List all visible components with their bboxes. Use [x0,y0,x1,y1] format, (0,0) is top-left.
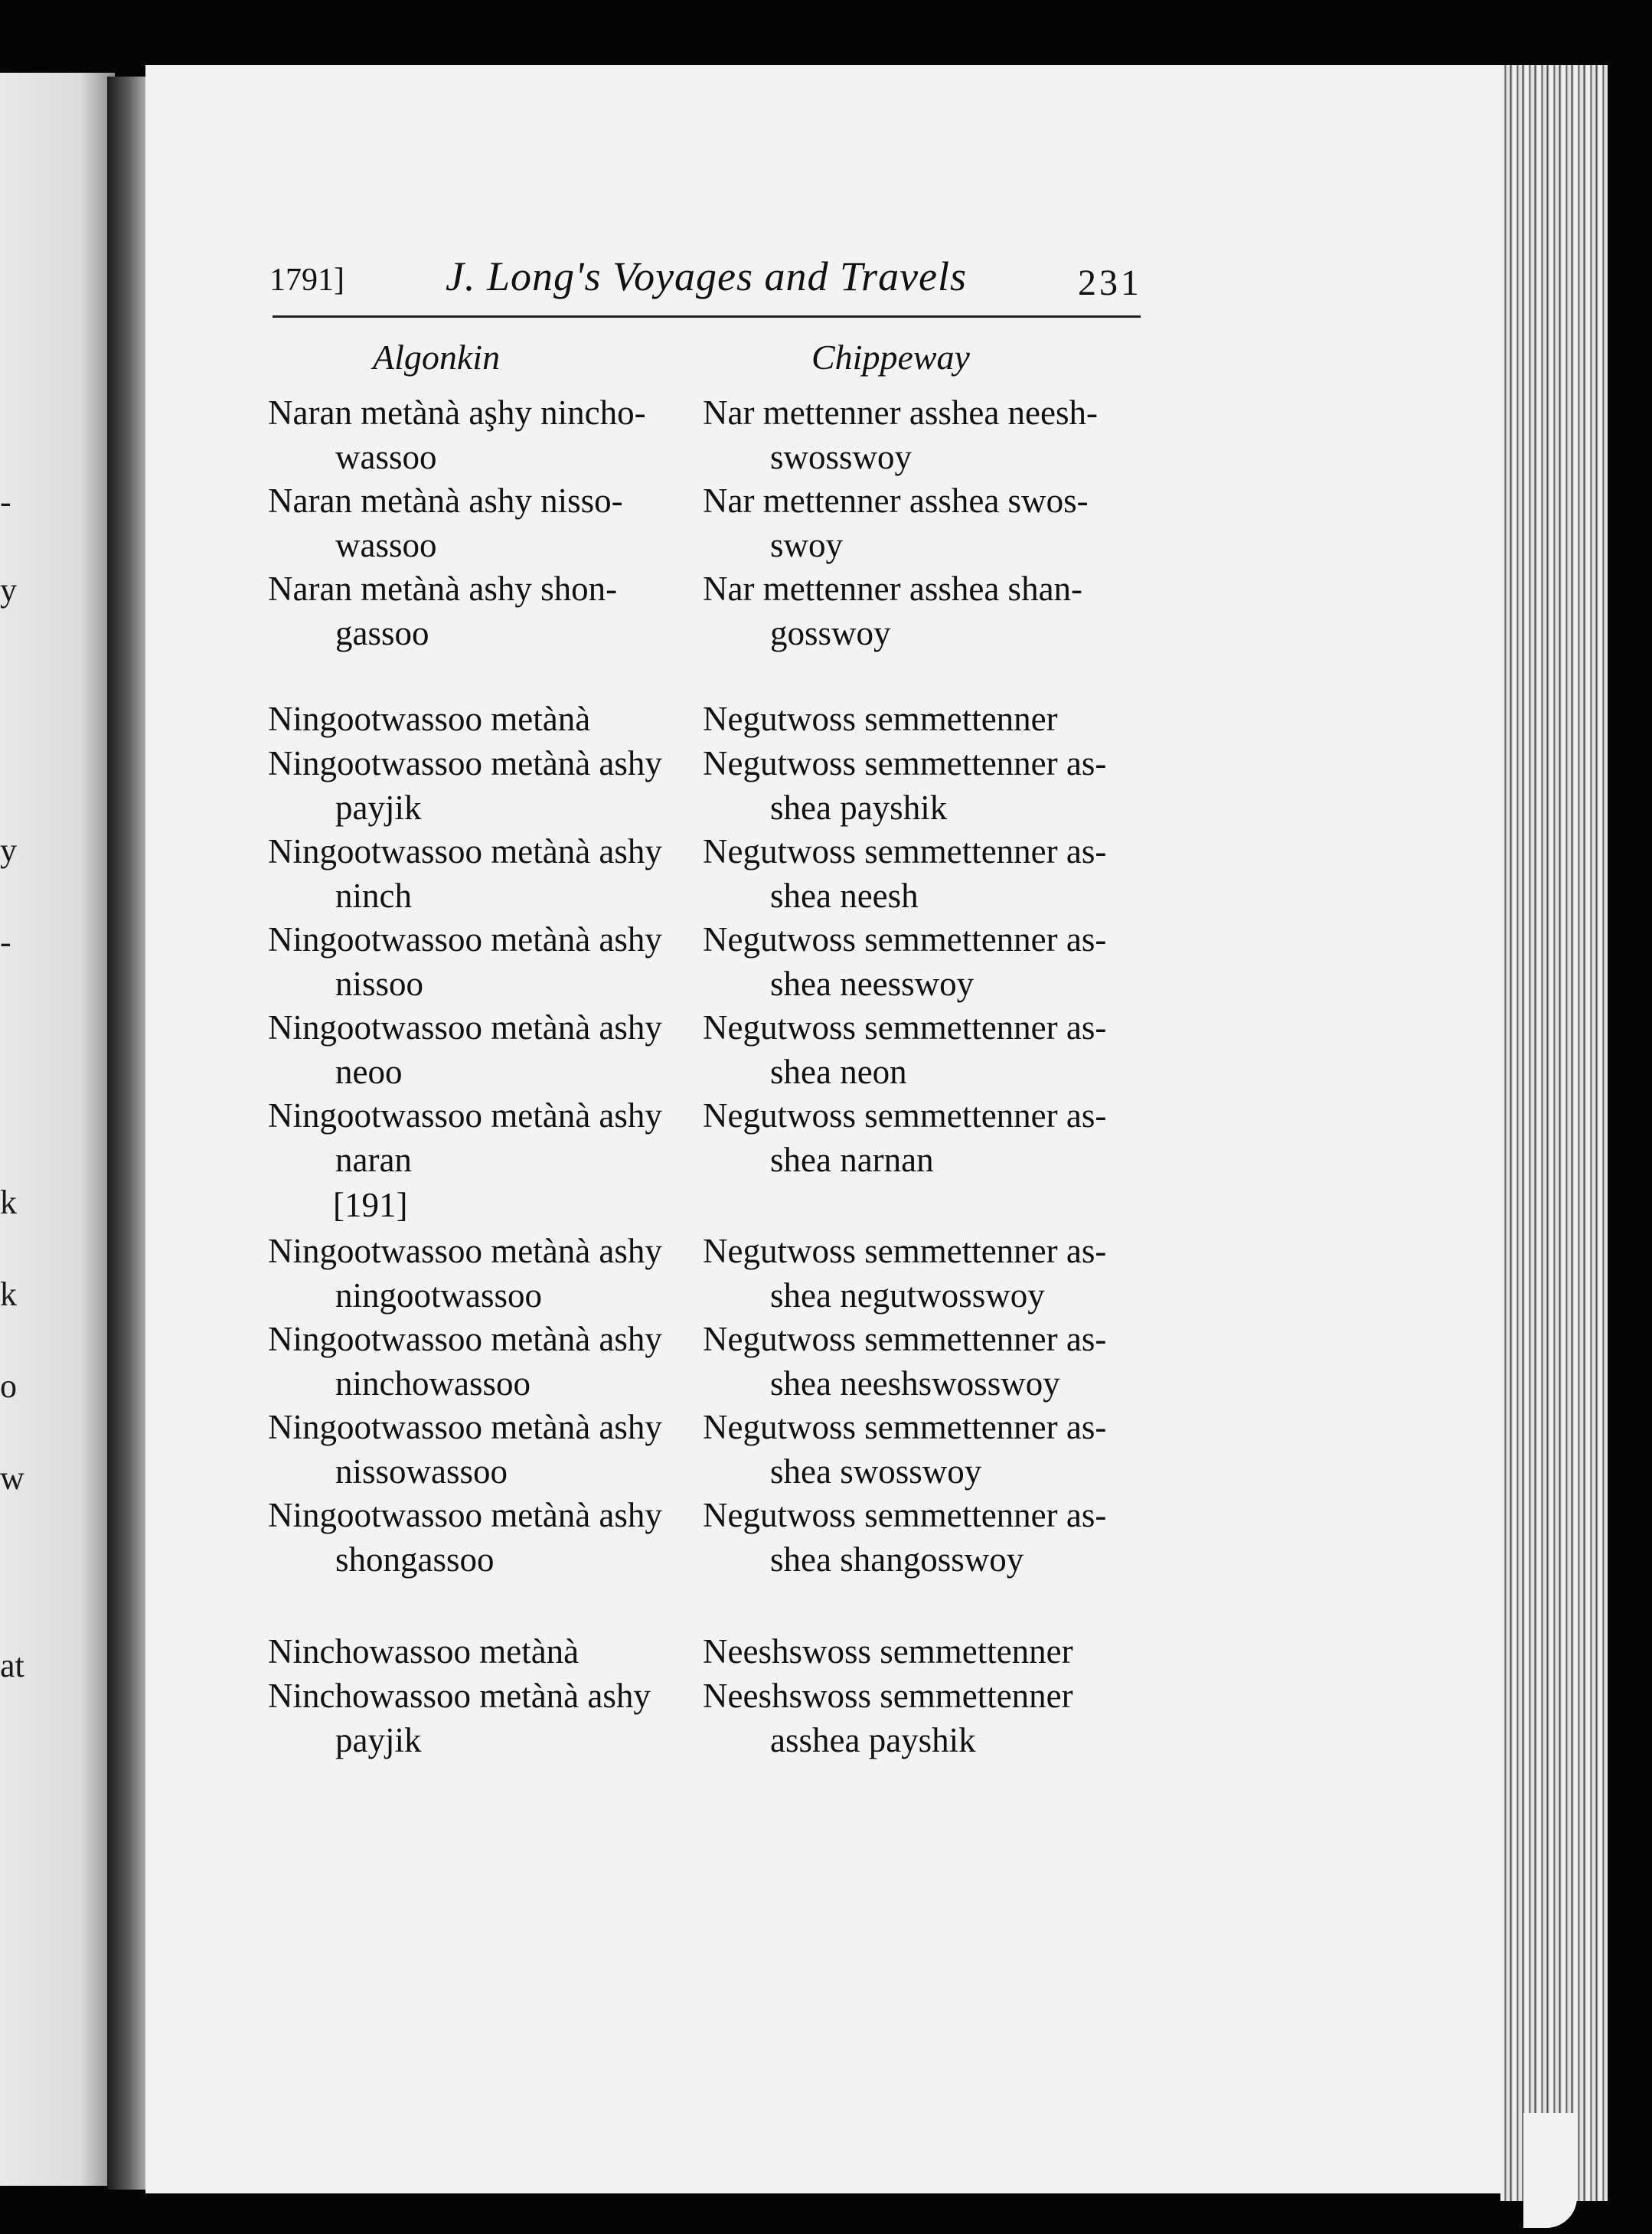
algonkin-entry-line: Ningootwassoo metànà ashy [268,1232,662,1270]
running-head-title: J. Long's Voyages and Travels [446,253,968,299]
algonkin-entry-continuation: gassoo [335,614,429,652]
chippeway-entry [703,1005,1106,1094]
chippeway-entry-line: Neeshswoss semmettenner [703,1677,1073,1715]
chippeway-entry [703,741,1106,830]
algonkin-entry [268,1317,662,1406]
algonkin-entry [268,1093,662,1182]
chippeway-entry [703,567,1082,655]
chippeway-entry-continuation: swoy [770,526,844,564]
chippeway-entry [703,390,1098,479]
algonkin-entry-continuation: naran [335,1141,412,1179]
algonkin-entry-line: Ningootwassoo metànà ashy [268,1320,662,1358]
algonkin-entry-continuation: ninchowassoo [335,1364,531,1403]
algonkin-entry-continuation: payjik [335,789,422,827]
algonkin-entry [268,478,623,567]
chippeway-entry-line: Nar mettenner asshea neesh- [703,394,1099,432]
algonkin-entry [268,1493,662,1582]
algonkin-entry [268,1005,662,1094]
algonkin-column-heading: Algonkin [373,338,501,377]
algonkin-entry [268,1674,651,1762]
algonkin-entry-line: Ningootwassoo metànà ashy [268,744,662,782]
chippeway-entry [703,1093,1106,1182]
chippeway-entry-line: Nar mettenner asshea shan- [703,570,1083,608]
algonkin-entry-line: Ningootwassoo metànà ashy [268,1496,662,1534]
algonkin-entry-line: Ningootwassoo metànà [268,700,591,738]
algonkin-entry-continuation: neoo [335,1053,403,1091]
chippeway-entry-continuation: shea neeshswosswoy [770,1364,1060,1403]
facing-page-edge [0,73,115,2186]
algonkin-entry-line: Naran metànà ashy shon- [268,570,618,608]
chippeway-entry-line: Negutwoss semmettenner as- [703,1408,1107,1446]
facing-page-letter: at [0,1647,24,1684]
chippeway-entry-continuation: shea neon [770,1053,907,1091]
algonkin-entry-continuation: shongassoo [335,1540,495,1579]
chippeway-entry-line: Negutwoss semmettenner [703,700,1058,738]
algonkin-entry-line: Ninchowassoo metànà [268,1632,580,1671]
chippeway-entry-line: Negutwoss semmettenner as- [703,1320,1107,1358]
chippeway-entry [703,1317,1106,1406]
chippeway-entry-line: Negutwoss semmettenner as- [703,1008,1107,1047]
algonkin-entry-continuation: nissowassoo [335,1452,508,1491]
algonkin-entry [268,567,617,655]
chippeway-entry [703,917,1106,1006]
chippeway-entry-continuation: asshea payshik [770,1721,976,1759]
header-rule [273,315,1141,318]
algonkin-entry-line: Naran metànà ashy nisso- [268,482,623,520]
chippeway-entry-continuation: gosswoy [770,614,891,652]
algonkin-entry-line: Ningootwassoo metànà ashy [268,1096,662,1135]
algonkin-entry-continuation: wassoo [335,526,437,564]
chippeway-entry-continuation: shea shangosswoy [770,1540,1024,1579]
chippeway-entry-continuation: shea neesh [770,877,919,915]
chippeway-entry-continuation: shea swosswoy [770,1452,982,1491]
algonkin-entry-line: Ninchowassoo metànà ashy [268,1677,651,1715]
chippeway-entry-continuation: shea neesswoy [770,965,975,1003]
chippeway-entry-line: Negutwoss semmettenner as- [703,1496,1107,1534]
algonkin-entry-continuation: nissoo [335,965,424,1003]
algonkin-entry-line: Ningootwassoo metànà ashy [268,1008,662,1047]
algonkin-entry-continuation: ninch [335,877,412,915]
chippeway-entry [703,1405,1106,1494]
algonkin-entry-line: Ningootwassoo metànà ashy [268,1408,662,1446]
chippeway-entry-line: Negutwoss semmettenner as- [703,1232,1107,1270]
facing-page-letter: k [0,1184,17,1221]
chippeway-entry [703,697,1058,741]
algonkin-entry-line: Ningootwassoo metànà ashy [268,920,662,959]
chippeway-entry-continuation: shea negutwosswoy [770,1276,1045,1315]
facing-page-letter: - [0,923,11,961]
running-head-year: 1791] [269,263,344,298]
algonkin-entry [268,390,646,479]
facing-page-letter: o [0,1367,17,1405]
facing-page-letter: w [0,1459,24,1497]
chippeway-entry [703,478,1089,567]
algonkin-entry-continuation: ningootwassoo [335,1276,542,1315]
facing-page-letter: - [0,483,11,521]
page-curl [1523,2113,1577,2228]
chippeway-column-heading: Chippeway [811,338,970,377]
chippeway-entry [703,1493,1106,1582]
chippeway-entry-line: Neeshswoss semmettenner [703,1632,1073,1671]
algonkin-entry-continuation: payjik [335,1721,422,1759]
algonkin-entry [268,829,662,918]
algonkin-entry [268,1629,579,1674]
facing-page-letter: k [0,1275,17,1313]
chippeway-entry-line: Nar mettenner asshea swos- [703,482,1089,520]
algonkin-entry [268,1229,662,1318]
chippeway-entry [703,1629,1073,1674]
chippeway-entry-continuation: shea narnan [770,1141,934,1179]
chippeway-entry [703,1229,1106,1318]
chippeway-entry-line: Negutwoss semmettenner as- [703,1096,1107,1135]
facing-page-letter: y [0,831,17,869]
running-head [269,253,1142,314]
page-marker: [191] [333,1186,408,1224]
chippeway-entry-continuation: swosswoy [770,438,913,476]
algonkin-entry [268,1405,662,1494]
algonkin-entry-line: Ningootwassoo metànà ashy [268,832,662,870]
facing-page-letter: y [0,571,17,609]
algonkin-entry [268,741,662,830]
chippeway-entry [703,829,1106,918]
chippeway-entry-line: Negutwoss semmettenner as- [703,744,1107,782]
chippeway-entry-line: Negutwoss semmettenner as- [703,920,1107,959]
algonkin-entry [268,917,662,1006]
algonkin-entry [268,697,590,741]
page-stack-edges [1500,65,1608,2201]
algonkin-entry-line: Naran metànà aşhy nincho- [268,394,646,432]
algonkin-entry-continuation: wassoo [335,438,437,476]
chippeway-entry-line: Negutwoss semmettenner as- [703,832,1107,870]
chippeway-entry-continuation: shea payshik [770,789,948,827]
page-number: 231 [1078,263,1142,303]
chippeway-entry [703,1674,1073,1762]
